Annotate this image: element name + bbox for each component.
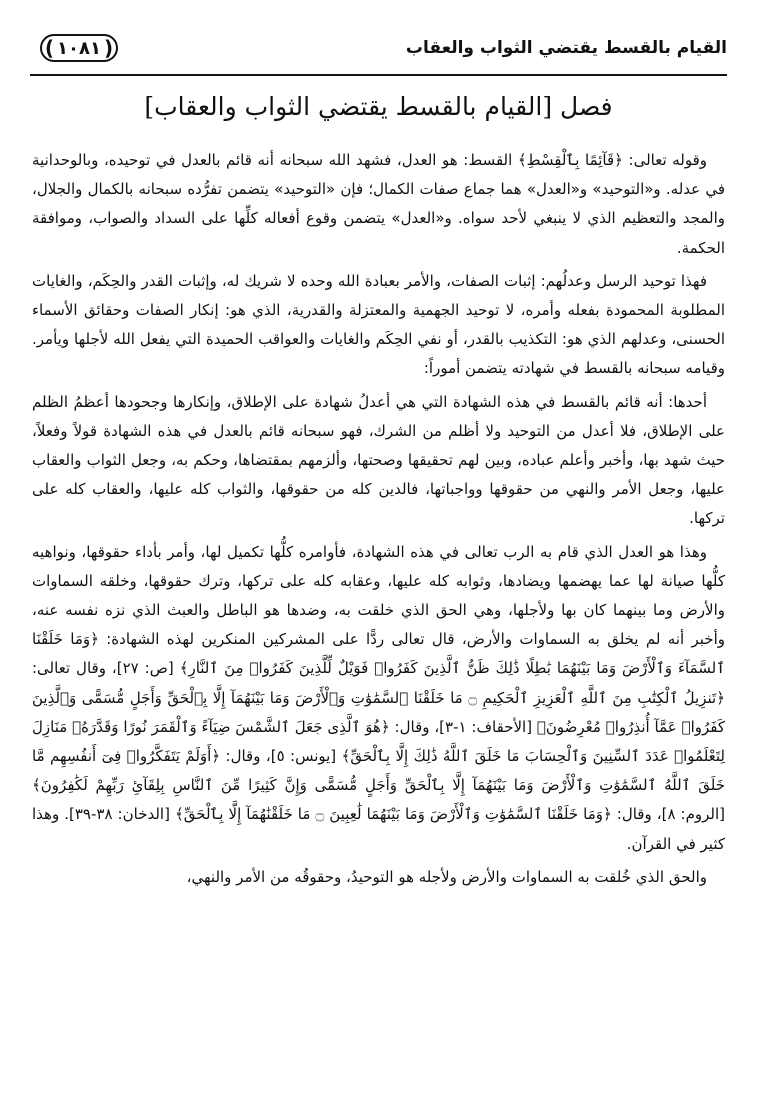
- running-header: [30, 28, 727, 76]
- chapter-title: فصل [القيام بالقسط يقتضي الثواب والعقاب]: [144, 92, 613, 121]
- body-text: [32, 146, 725, 892]
- paragraph-2: فهذا توحيد الرسل وعدلُهم: إثبات الصفات، والأمر بعبادة الله وحده لا شريك له، وإثبات القدر والحِكَم، والغايات المطلوبة المحمودة بفعله وأمره، لا توحيد الجهمية والمعتزلة والقدرية، الذي هو: إنكار الصفات وحقائق الأسماء الحسنى، وعدلهم الذي هو: التكذيب بالقدر، أو نفي الحِكَم والغايات والعواقب الحميدة التي يفعل الله لأجلها ويأمر. وقيامه سبحانه بالقسط في شهادته يتضمن أموراً:: [32, 271, 725, 378]
- paragraph-1: وقوله تعالى: ﴿قَآئِمًا بِٱلْقِسْطِ﴾ القسط: هو العدل، فشهد الله سبحانه أنه قائم بالعدل في توحيده، وبالوحدانية في عدله. و«التوحيد» و«العدل» هما جماع صفات الكمال؛ فإن «التوحيد» يتضمن تفرُّده سبحانه بالكمال والجلال، والمجد والتعظيم الذي لا ينبغي لأحد سواه. و«العدل» يتضمن وقوع أفعاله كلِّها على السداد والصواب، وموافقة الحكمة.: [32, 151, 725, 257]
- paragraph-4: وهذا هو العدل الذي قام به الرب تعالى في هذه الشهادة، فأوامره كلُّها تكميل لها، وأمر بأداء حقوقها، ونواهيه كلُّها صيانة لها عما يهضمها ويضادها، وثوابه كله عليها، وعقابه كله على تركها، وترك حقوقها، وخلقه السماوات والأرض وما بينهما كان بها ولأجلها، وهي الحق الذي خلقت به، وضدها هو الباطل والعبث الذي نزه نفسه عنه، وأخبر أنه لم يخلق به السماوات والأرض، قال تعالى ردًّا على المشركين المنكرين لهذه الشهادة: ﴿وَمَا خَلَقْنَا ٱلسَّمَآءَ وَٱلْأَرْضَ وَمَا بَيْنَهُمَا بَٰطِلًا ذَٰلِكَ ظَنُّ ٱلَّذِينَ كَفَرُوا۟ فَوَيْلٌ لِّلَّذِينَ كَفَرُوا۟ مِنَ ٱلنَّارِ﴾ [ص: ٢٧]، وقال تعالى: ﴿تَنزِيلُ ٱلْكِتَٰبِ مِنَ ٱللَّهِ ٱلْعَزِيزِ ٱلْحَكِيمِ ۝ مَا خَلَقْنَا ٱلسَّمَٰوَٰتِ وَٱلْأَرْضَ وَمَا بَيْنَهُمَآ إِلَّا بِٱلْحَقِّ وَأَجَلٍ مُّسَمًّى وَٱلَّذِينَ كَفَرُوا۟ عَمَّآ أُنذِرُوا۟ مُعْرِضُونَ﴾ [الأحقاف: ١-٣]، وقال: ﴿هُوَ ٱلَّذِى جَعَلَ ٱلشَّمْسَ ضِيَآءً وَٱلْقَمَرَ نُورًا وَقَدَّرَهُۥ مَنَازِلَ لِتَعْلَمُوا۟ عَدَدَ ٱلسِّنِينَ وَٱلْحِسَابَ مَا خَلَقَ ٱللَّهُ ذَٰلِكَ إِلَّا بِٱلْحَقِّ﴾ [يونس: ٥]، وقال: ﴿أَوَلَمْ يَتَفَكَّرُوا۟ فِىٓ أَنفُسِهِم مَّا خَلَقَ ٱللَّهُ ٱلسَّمَٰوَٰتِ وَٱلْأَرْضَ وَمَا بَيْنَهُمَآ إِلَّا بِٱلْحَقِّ وَأَجَلٍ مُّسَمًّى وَإِنَّ كَثِيرًا مِّنَ ٱلنَّاسِ بِلِقَآئِ رَبِّهِمْ لَكَٰفِرُونَ﴾ [الروم: ٨]، وقال: ﴿وَمَا خَلَقْنَا ٱلسَّمَٰوَٰتِ وَٱلْأَرْضَ وَمَا بَيْنَهُمَا لَٰعِبِينَ ۝ مَا خَلَقْنَٰهُمَآ إِلَّا بِٱلْحَقِّ﴾ [الدخان: ٣٨-٣٩]. وهذا كثير في القرآن.: [32, 542, 725, 853]
- paragraph-3: أحدها: أنه قائم بالقسط في هذه الشهادة التي هي أعدلُ شهادة على الإطلاق، وإنكارها وجحودها أعظمُ الظلم على الإطلاق، فلا أعدل من التوحيد ولا أظلم من الشرك، فهو سبحانه قائم بالعدل في هذه الشهادة قولاً وفعلاً، حيث شهد بها، وأخبر وأعلم عباده، وبين لهم تحقيقها وصحتها، وألزمهم بمقتضاها، وحكم به، وجعل الثواب والعقاب عليها، وجعل الأمر والنهي من حقوقها وواجباتها، فالدين كله من حقوقها، والثواب كله عليها، والعقاب كله على تركها.: [32, 392, 725, 528]
- paragraph-5: والحق الذي خُلقت به السماوات والأرض ولأجله هو التوحيدُ، وحقوقُه من الأمر والنهي،: [186, 867, 707, 886]
- page-number: ١٠٨١: [57, 37, 101, 59]
- page-number-badge: [40, 34, 118, 62]
- bracket-right: ): [103, 36, 114, 60]
- bracket-left: (: [44, 36, 55, 60]
- running-title: القيام بالقسط يقتضي الثواب والعقاب: [405, 38, 727, 58]
